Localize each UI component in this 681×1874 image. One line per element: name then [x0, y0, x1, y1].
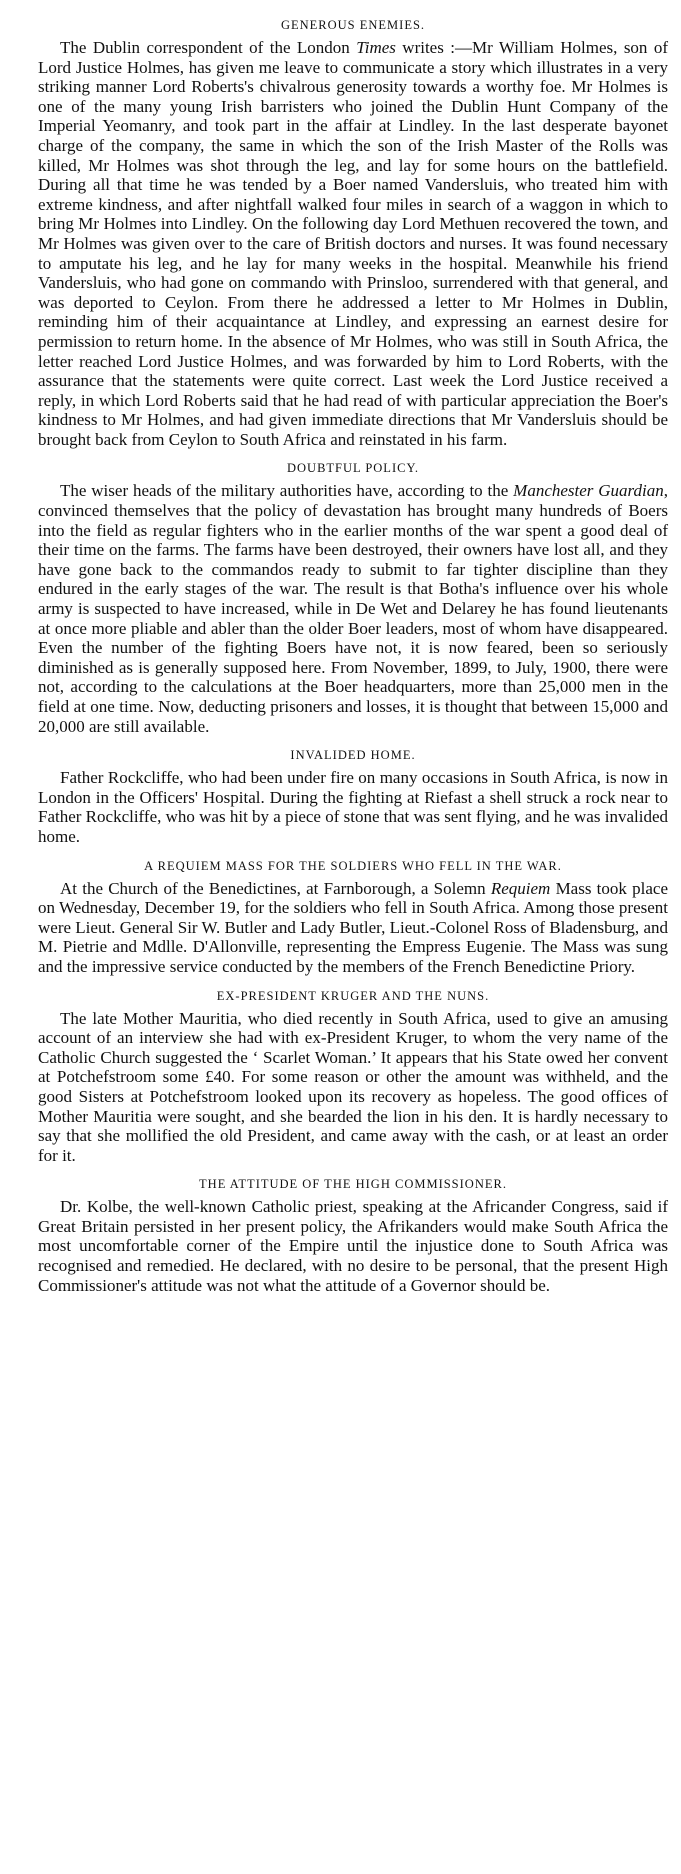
- article-heading: THE ATTITUDE OF THE HIGH COMMISSIONER.: [199, 1177, 507, 1192]
- article-body: The late Mother Mauritia, who died recently in South Africa, used to give an amusing account of an interview she had with ex-President Kruger, to whom the very name of the Catholic Church suggested the ‘ Scarlet Woman.’ It appears that his State owed her convent at Potchefstroom some £40. For some reason or other the amount was withheld, and the good Sisters at Potchefstroom looked upon its recovery as hopeless. The good offices of Mother Mauritia were sought, and she bearded the lion in his den. It is hardly necessary to say that she mollified the old President, and came away with the cash, or at least an order for it.: [38, 1008, 668, 1165]
- article-body: Father Rockcliffe, who had been under fire on many occasions in South Africa, is now in London in the Officers' Hospital. During the fighting at Riefast a shell struck a rock near to Father Rockcliffe, who was hit by a piece of stone that was sent flying, and he was invalided home.: [38, 768, 668, 846]
- article-invalided-home: [38, 744, 668, 846]
- article-high-commissioner: [38, 1173, 668, 1295]
- article-heading: INVALIDED HOME.: [290, 748, 416, 763]
- newspaper-column: [38, 6, 668, 1295]
- article-kruger-and-nuns: [38, 985, 668, 1166]
- article-heading: A REQUIEM MASS FOR THE SOLDIERS WHO FELL IN THE WAR.: [144, 858, 562, 873]
- article-body: The wiser heads of the military authorities have, according to the Manchester Guardian, convinced themselves that the policy of devastation has brought many hundreds of Boers into the field as regular fighters who in the earlier months of the war spent a good deal of their time on the farms. The farms have been destroyed, their owners have lost all, and they have gone back to the commandos ready to submit to far tighter discipline than they endured in the early stages of the war. The result is that Botha's influence over his whole army is suspected to have increased, while in De Wet and Delarey he has found lieutenants at once more pliable and abler than the older Boer leaders, most of whom have disappeared. Even the number of the fighting Boers have not, it is now feared, been so seriously diminished as is generally supposed here. From November, 1899, to July, 1900, there were not, according to the calculations at the Boer headquarters, more than 25,000 men in the field at one time. Now, deducting prisoners and losses, it is thought that between 15,000 and 20,000 are still available.: [38, 481, 668, 736]
- article-body: The Dublin correspondent of the London Times writes :—Mr William Holmes, son of Lord Justice Holmes, has given me leave to communicate a story which illustrates in a very striking manner Lord Roberts's chivalrous generosity towards a worthy foe. Mr Holmes is one of the many young Irish barristers who joined the Dublin Hunt Company of the Imperial Yeomanry, and took part in the affair at Lindley. In the last desperate bayonet charge of the company, the same in which the son of the Irish Master of the Rolls was killed, Mr Holmes was shot through the leg, and lay for some hours on the battlefield. During all that time he was tended by a Boer named Vandersluis, who treated him with extreme kindness, and after nightfall walked four miles in search of a waggon in which to bring Mr Holmes into Lindley. On the following day Lord Methuen recovered the town, and Mr Holmes was given over to the care of British doctors and nurses. It was found necessary to amputate his leg, and he lay for many weeks in the hospital. Meanwhile his friend Vandersluis, who had gone on commando with Prinsloo, surrendered with that general, and was deported to Ceylon. From there he addressed a letter to Mr Holmes in Dublin, reminding him of their acquaintance at Lindley, and expressing an earnest desire for permission to return home. In the absence of Mr Holmes, who was still in South Africa, the letter reached Lord Justice Holmes, and was forwarded by him to Lord Roberts, with the assurance that the statements were quite correct. Last week the Lord Justice received a reply, in which Lord Roberts said that he had read of with particular appreciation the Boer's kindness to Mr Holmes, and had given immediate directions that Mr Vandersluis should be brought back from Ceylon to South Africa and reinstated in his farm.: [38, 38, 668, 449]
- article-requiem-mass: [38, 855, 668, 977]
- article-heading: EX-PRESIDENT KRUGER AND THE NUNS.: [216, 988, 490, 1003]
- article-body: Dr. Kolbe, the well-known Catholic priest, speaking at the Africander Congress, said if Great Britain persisted in her present policy, the Afrikanders would make South Africa the most uncomfortable corner of the Empire until the injustice done to South Africa was recognised and remedied. He declared, with no desire to be personal, that the present High Commissioner's attitude was not what the attitude of a Governor should be.: [38, 1197, 668, 1295]
- article-heading: DOUBTFUL POLICY.: [287, 461, 419, 476]
- article-generous-enemies: [38, 14, 668, 449]
- article-doubtful-policy: [38, 457, 668, 736]
- article-heading: GENEROUS ENEMIES.: [280, 18, 426, 32]
- article-body: At the Church of the Benedictines, at Farnborough, a Solemn Requiem Mass took place on Wednesday, December 19, for the soldiers who fell in South Africa. Among those present were Lieut. General Sir W. Butler and Lady Butler, Lieut.-Colonel Ross of Bladensburg, and M. Pietrie and Mdlle. D'Allonville, representing the Empress Eugenie. The Mass was sung and the impressive service conducted by the members of the French Benedictine Priory.: [38, 878, 668, 976]
